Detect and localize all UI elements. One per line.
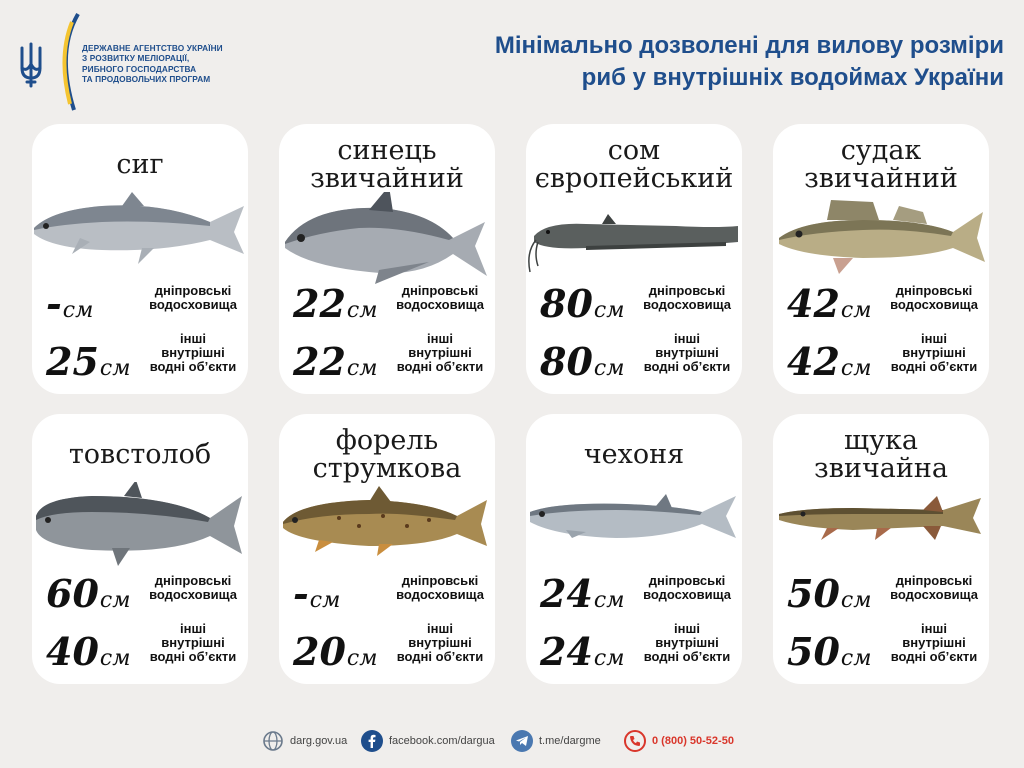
size-value: 50: [787, 629, 840, 674]
other-waters-min-size: [540, 630, 638, 674]
label-line: водосховища: [396, 297, 484, 312]
other-waters-label: [387, 622, 493, 664]
size-unit: см: [62, 298, 94, 323]
reservoirs-label: [634, 284, 740, 312]
label-line: інші: [180, 331, 206, 346]
reservoir-size-row: [42, 280, 242, 326]
fish-name: [279, 420, 495, 490]
label-line: водні об’єкти: [890, 649, 978, 664]
label-line: дніпровські: [895, 573, 973, 588]
other-waters-size-row: [289, 621, 489, 674]
title-line: риб у внутрішніх водоймах України: [581, 64, 1004, 91]
fish-name-line: європейський: [534, 163, 734, 194]
reservoirs-label: [881, 574, 987, 602]
label-line: водні об’єкти: [396, 649, 484, 664]
reservoir-size-row: [289, 570, 489, 616]
size-unit: см: [593, 298, 625, 323]
agency-name: [82, 43, 262, 85]
label-line: інші: [674, 331, 700, 346]
trident-emblem-icon: [18, 42, 44, 88]
bream-image: [279, 192, 495, 284]
fish-name-line: синець: [337, 135, 437, 166]
size-unit: см: [99, 356, 131, 381]
title-line: Мінімально дозволені для вилову розміри: [494, 32, 1004, 59]
fish-name: [32, 420, 248, 490]
label-line: водосховища: [643, 297, 731, 312]
label-line: дніпровські: [154, 283, 232, 298]
size-unit: см: [593, 646, 625, 671]
size-value: 40: [46, 629, 99, 674]
label-line: внутрішні: [902, 345, 966, 360]
other-waters-size-row: [783, 621, 983, 674]
label-line: водосховища: [643, 587, 731, 602]
fish-name: [773, 420, 989, 490]
label-line: інші: [427, 331, 453, 346]
reservoir-size-row: [536, 280, 736, 326]
other-waters-label: [881, 622, 987, 664]
footer-contacts: [0, 724, 1024, 758]
agency-name-line: ТА ПРОДОВОЛЬЧИХ ПРОГРАМ: [82, 74, 211, 85]
fish-name-line: судак: [840, 135, 922, 166]
agency-name-line: РИБНОГО ГОСПОДАРСТВА: [82, 63, 197, 74]
facebook-text: facebook.com/dargua: [389, 735, 495, 747]
facebook-link[interactable]: [361, 730, 495, 752]
label-line: водні об’єкти: [890, 359, 978, 374]
other-waters-min-size: [787, 340, 885, 384]
label-line: інші: [921, 331, 947, 346]
size-value: 24: [540, 571, 593, 616]
fish-name-line: звичайна: [814, 453, 948, 484]
size-value: 80: [540, 281, 593, 326]
fish-card-catfish: [526, 124, 742, 394]
label-line: водні об’єкти: [643, 359, 731, 374]
reservoir-size-row: [289, 280, 489, 326]
size-unit: см: [346, 646, 378, 671]
other-waters-size-row: [783, 331, 983, 384]
zander-image: [773, 192, 989, 284]
label-line: внутрішні: [902, 635, 966, 650]
fish-name: [32, 130, 248, 200]
telegram-link[interactable]: [511, 730, 601, 752]
fish-name: [773, 130, 989, 200]
reservoir-size-row: [783, 570, 983, 616]
other-waters-label: [387, 332, 493, 374]
size-unit: см: [840, 646, 872, 671]
label-line: водосховища: [890, 587, 978, 602]
agency-logo-swoosh-icon: [56, 12, 84, 112]
label-line: внутрішні: [408, 345, 472, 360]
fish-name-line: товстолоб: [68, 439, 212, 470]
whitefish-image: [32, 192, 248, 284]
fish-card-pike: [773, 414, 989, 684]
reservoirs-label: [881, 284, 987, 312]
size-value: 42: [787, 339, 840, 384]
label-line: інші: [427, 621, 453, 636]
fish-name-line: форель: [335, 425, 439, 456]
label-line: дніпровські: [648, 283, 726, 298]
fish-card-bream: [279, 124, 495, 394]
reservoirs-label: [140, 284, 246, 312]
fish-name: [526, 130, 742, 200]
fish-name-line: чехоня: [583, 439, 685, 470]
size-unit: см: [593, 356, 625, 381]
fish-name-line: звичайний: [310, 163, 464, 194]
phone-link[interactable]: [624, 730, 734, 752]
website-link[interactable]: [262, 730, 347, 752]
other-waters-size-row: [289, 331, 489, 384]
size-unit: см: [840, 356, 872, 381]
size-unit: см: [346, 356, 378, 381]
size-value: 24: [540, 629, 593, 674]
size-value: 50: [787, 571, 840, 616]
size-value: -: [293, 571, 309, 616]
label-line: дніпровські: [895, 283, 973, 298]
size-value: 22: [293, 339, 346, 384]
other-waters-label: [140, 332, 246, 374]
facebook-icon: [361, 730, 383, 752]
silver-carp-image: [32, 482, 248, 574]
agency-name-line: З РОЗВИТКУ МЕЛІОРАЦІЇ,: [82, 53, 190, 64]
reservoir-min-size: [787, 572, 885, 616]
size-value: -: [46, 281, 62, 326]
fish-name-line: звичайний: [804, 163, 958, 194]
reservoir-min-size: [46, 572, 144, 616]
other-waters-label: [634, 332, 740, 374]
page-title: [344, 30, 1004, 94]
other-waters-min-size: [787, 630, 885, 674]
label-line: водні об’єкти: [396, 359, 484, 374]
reservoir-min-size: [293, 572, 391, 616]
reservoir-min-size: [46, 282, 144, 326]
brown-trout-image: [279, 482, 495, 574]
label-line: інші: [674, 621, 700, 636]
reservoirs-label: [634, 574, 740, 602]
other-waters-min-size: [46, 340, 144, 384]
label-line: водосховища: [396, 587, 484, 602]
other-waters-label: [634, 622, 740, 664]
other-waters-min-size: [46, 630, 144, 674]
label-line: водосховища: [149, 587, 237, 602]
label-line: дніпровські: [401, 283, 479, 298]
reservoir-min-size: [540, 572, 638, 616]
fish-name: [526, 420, 742, 490]
size-unit: см: [840, 298, 872, 323]
telegram-icon: [511, 730, 533, 752]
other-waters-size-row: [42, 621, 242, 674]
header: [0, 0, 1024, 120]
label-line: дніпровські: [648, 573, 726, 588]
size-unit: см: [309, 588, 341, 613]
other-waters-size-row: [536, 331, 736, 384]
other-waters-min-size: [293, 630, 391, 674]
pike-image: [773, 482, 989, 574]
other-waters-label: [881, 332, 987, 374]
label-line: дніпровські: [154, 573, 232, 588]
catfish-image: [526, 192, 742, 284]
fish-card-sabrefish: [526, 414, 742, 684]
size-unit: см: [99, 646, 131, 671]
reservoir-size-row: [783, 280, 983, 326]
fish-card-brown-trout: [279, 414, 495, 684]
label-line: водосховища: [149, 297, 237, 312]
other-waters-size-row: [536, 621, 736, 674]
size-value: 20: [293, 629, 346, 674]
label-line: дніпровські: [401, 573, 479, 588]
other-waters-min-size: [293, 340, 391, 384]
fish-name-line: сиг: [116, 149, 164, 180]
fish-card-silver-carp: [32, 414, 248, 684]
label-line: інші: [180, 621, 206, 636]
reservoir-min-size: [787, 282, 885, 326]
size-value: 60: [46, 571, 99, 616]
label-line: внутрішні: [655, 345, 719, 360]
size-value: 80: [540, 339, 593, 384]
reservoir-size-row: [42, 570, 242, 616]
other-waters-size-row: [42, 331, 242, 384]
sabrefish-image: [526, 482, 742, 574]
size-value: 42: [787, 281, 840, 326]
label-line: водосховища: [890, 297, 978, 312]
size-unit: см: [346, 298, 378, 323]
reservoirs-label: [387, 574, 493, 602]
website-text: darg.gov.ua: [290, 735, 348, 747]
fish-card-whitefish: [32, 124, 248, 394]
size-unit: см: [99, 588, 131, 613]
fish-name-line: сом: [607, 135, 661, 166]
label-line: внутрішні: [655, 635, 719, 650]
phone-icon: [624, 730, 646, 752]
other-waters-min-size: [540, 340, 638, 384]
globe-icon: [262, 730, 284, 752]
size-value: 22: [293, 281, 346, 326]
reservoir-size-row: [536, 570, 736, 616]
label-line: інші: [921, 621, 947, 636]
reservoirs-label: [387, 284, 493, 312]
reservoirs-label: [140, 574, 246, 602]
size-value: 25: [46, 339, 99, 384]
other-waters-label: [140, 622, 246, 664]
telegram-text: t.me/dargme: [539, 735, 601, 747]
label-line: внутрішні: [161, 345, 225, 360]
reservoir-min-size: [540, 282, 638, 326]
fish-name: [279, 130, 495, 200]
size-unit: см: [593, 588, 625, 613]
reservoir-min-size: [293, 282, 391, 326]
label-line: водні об’єкти: [149, 359, 237, 374]
label-line: водні об’єкти: [643, 649, 731, 664]
fish-name-line: струмкова: [312, 453, 462, 484]
label-line: внутрішні: [161, 635, 225, 650]
phone-text: 0 (800) 50-52-50: [652, 735, 734, 747]
label-line: водні об’єкти: [149, 649, 237, 664]
agency-name-line: ДЕРЖАВНЕ АГЕНТСТВО УКРАЇНИ: [82, 43, 223, 53]
fish-name-line: щука: [844, 425, 918, 456]
size-unit: см: [840, 588, 872, 613]
label-line: внутрішні: [408, 635, 472, 650]
fish-card-zander: [773, 124, 989, 394]
